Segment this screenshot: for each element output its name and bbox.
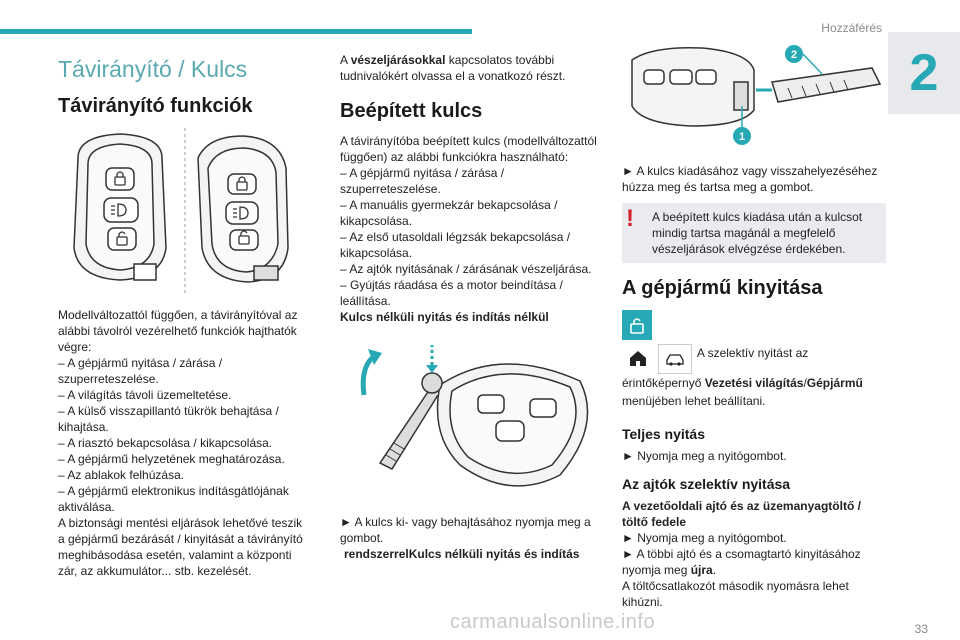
callout-2-label: 2 [790,49,798,61]
release-button [422,373,442,393]
warning-text: A beépített kulcs kiadása után a kulcsot mindig tartsa magánál a megfelelő vészeljárások elvégzése érdekében. [652,210,863,256]
selective-step-2: ► A többi ajtó és a csomagtartó kinyitásához nyomja meg újra. [622,547,861,577]
integrated-key-item: – Az első utasoldali légzsák bekapcsolása / kikapcsolása. [340,230,571,260]
integrated-key-item: – Gyújtás ráadása és a motor beindítása / leállítása. [340,278,563,308]
remote-function-item: – A külső visszapillantó tükrök behajtása / kihajtása. [58,404,279,434]
integrated-key-item: – A manuális gyermekzár bekapcsolása / kikapcsolása. [340,198,558,228]
watermark: carmanualsonline.info [450,611,656,633]
remote-intro: Modellváltozattól függően, a távirányítóval az alábbi távolról vezérelhető funkciók hajthatók végre: [58,308,298,354]
selective-unlock-text: A szelektív nyitást az érintőképernyő Vezetési világítás/Gépjármű menüjében lehet beállítani. [622,346,863,408]
heading-unlocking: A gépjármű kinyitása [622,277,823,299]
emergency-reference: A vészeljárásokkal kapcsolatos további tudnivalókért olvassa el a vonatkozó részt. [340,53,566,83]
integrated-key-item: – A gépjármű nyitása / zárása / szuperreteszelése. [340,166,505,196]
charging-connector-note: A töltőcsatlakozót második nyomásra lehet kihúzni. [622,579,849,609]
car-icon [658,344,692,374]
integrated-key-lead: A távirányítóba beépített kulcs (modellváltozattól függően) az alábbi funkciókra használható: [340,134,597,164]
column-middle [340,52,602,562]
keyless-footer: rendszerrelKulcs nélküli nyitás és indítás [344,547,580,561]
callout-1-label: 1 [738,131,746,143]
unlock-icon-tile [622,310,652,340]
column-left [58,52,312,579]
keyless-subheading: Kulcs nélküli nyitás és indítás nélkül [340,310,549,324]
warning-box [622,203,886,263]
flip-key-illustration [340,325,602,501]
header-accent-bar [0,29,472,34]
heading-remote-functions: Távirányító funkciók [58,95,253,117]
key-release-instruction: ► A kulcs kiadásához vagy visszahelyezéséhez húzza meg és tartsa meg a gombot. [622,164,878,194]
backup-procedures-text: A biztonsági mentési eljárások lehetővé teszik a gépjármű bezárását / kinyitását a távirányító meghibásodása esetén, valamint a központi zár, az akkumulátor... stb. kezelését. [58,516,303,578]
column-right [622,40,886,610]
remote-function-item: – A gépjármű elektronikus indításgátlójának aktiválása. [58,484,289,514]
unlock-icon [628,316,646,334]
page-title: Távirányító / Kulcs [58,56,248,82]
heading-selective-unlock: Az ajtók szelektív nyitása [622,476,791,492]
home-icon [622,344,654,372]
page-number: 33 [914,622,928,636]
selective-step-1: ► Nyomja meg a nyitógombot. [622,531,787,545]
key-removal-illustration [622,40,886,152]
remote-function-item: – A gépjármű nyitása / zárása / szuperreteszelése. [58,356,223,386]
driver-door-label: A vezetőoldali ajtó és az üzemanyagtöltő / töltő fedele [622,499,861,529]
remote-keys-illustration [58,128,312,296]
integrated-key-item: – Az ajtók nyitásának / zárásának vészeljárása. [340,262,592,276]
remote-function-item: – A gépjármű helyzetének meghatározása. [58,452,285,466]
heading-full-unlock: Teljes nyitás [622,426,706,442]
warning-icon: ! [626,205,634,232]
heading-integrated-key: Beépített kulcs [340,100,483,122]
full-unlock-step: ► Nyomja meg a nyitógombot. [622,449,787,463]
remote-key-left [74,134,166,280]
chapter-tab [888,32,960,114]
remote-key-right [198,136,288,282]
remote-function-item: – A világítás távoli üzemeltetése. [58,388,232,402]
remote-function-item: – A riasztó bekapcsolása / kikapcsolása. [58,436,273,450]
fold-key-instruction: ► A kulcs ki- vagy behajtásához nyomja meg a gombot. [340,515,591,545]
section-label: Hozzáférés [821,21,882,35]
chapter-number: 2 [909,44,939,102]
remote-function-item: – Az ablakok felhúzása. [58,468,185,482]
